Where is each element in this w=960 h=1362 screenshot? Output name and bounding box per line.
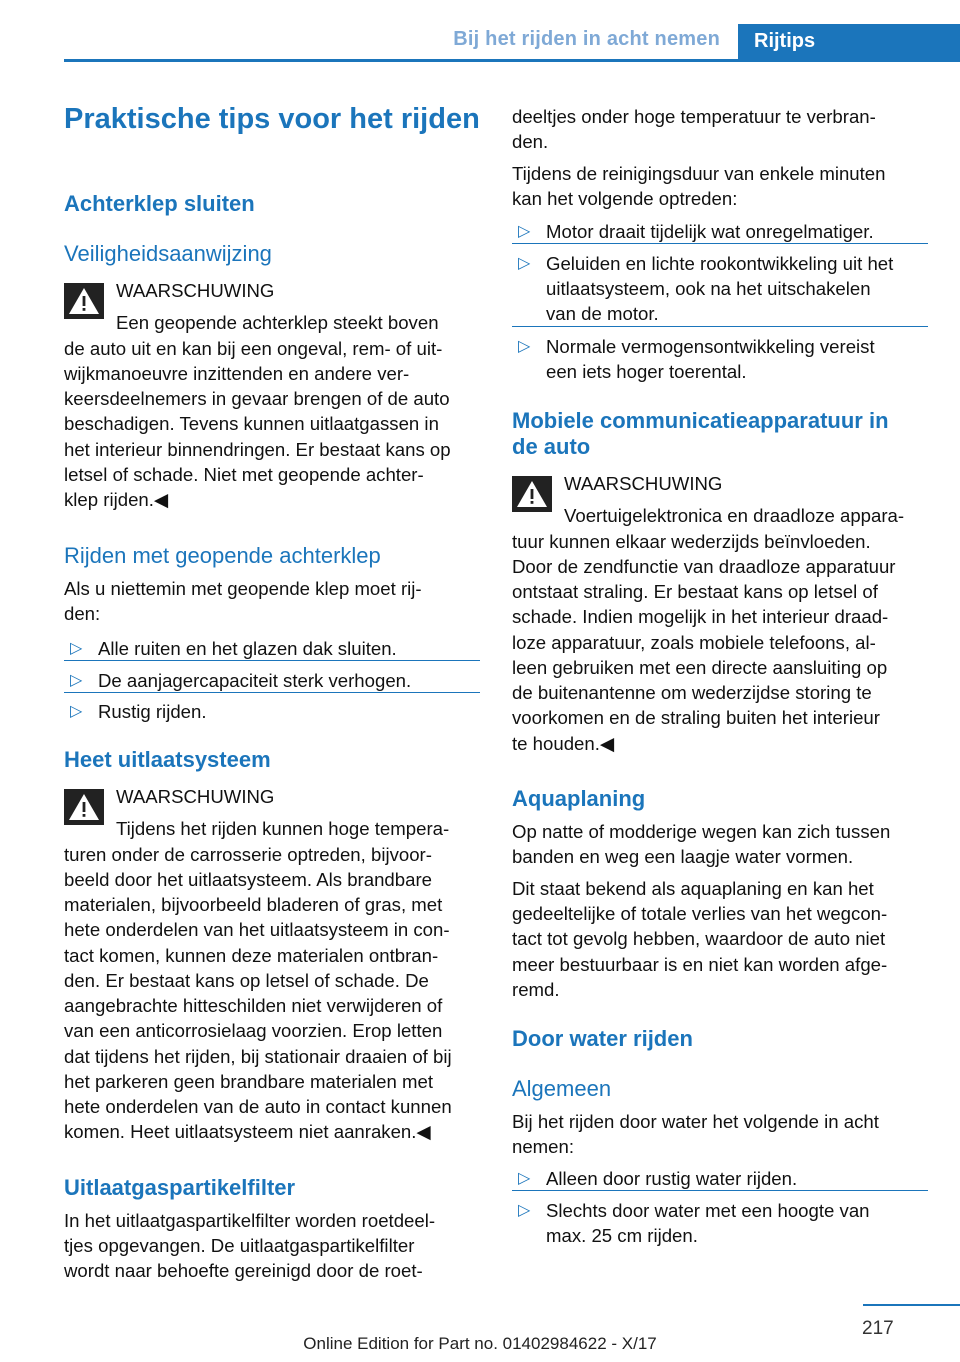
warning-text-line: te houden.◀ [512,733,615,754]
warning-text-line: schade. Indien mogelijk in het interieur draad- [512,606,889,627]
body-text-line: gedeeltelijke of totale verlies van het wegcon- [512,903,888,924]
header-chapter-tab [738,24,960,62]
list-item-text: Geluiden en lichte rookontwikkeling uit het [546,253,894,274]
page-number-rule [863,1304,960,1306]
warning-text-line: aangebrachte hitteschilden niet verwijderen of [64,995,443,1016]
warning-triangle-icon [64,789,104,825]
warning-text-line: dat tijdens het rijden, bij stationair draaien of bij [64,1046,452,1067]
body-text-line: In het uitlaatgaspartikelfilter worden roetdeel- [64,1210,436,1231]
body-text-line: kan het volgende optreden: [512,188,738,209]
body-text-line: meer bestuurbaar is en niet kan worden afge- [512,954,888,975]
triangle-right-icon: ▷ [518,223,531,240]
body-text-line: den. [512,131,549,152]
body-text-line: deeltjes onder hoge temperatuur te verbran- [512,106,876,127]
warning-text: Een geopende achterklep steekt boven [116,312,439,333]
list-separator [512,1190,928,1191]
list-item-text: max. 25 cm rijden. [546,1225,698,1246]
warning-triangle-icon [64,283,104,319]
body-text-line: banden en weg een laagje water vormen. [512,846,854,867]
heading-partikelfilter: Uitlaatgaspartikelfilter [64,1175,296,1200]
triangle-right-icon: ▷ [70,640,83,657]
list-item-text: van de motor. [546,303,659,324]
body-text-line: Dit staat bekend als aquaplaning en kan het [512,878,874,899]
body-text-line: tact tot gevolg hebben, waardoor de auto niet [512,928,886,949]
page-number: 217 [862,1318,894,1339]
warning-text-line: leen gebruiken met een directe aansluiting op [512,657,888,678]
list-item-text: Alleen door rustig water rijden. [546,1168,798,1189]
heading-rijden-geopend: Rijden met geopende achterklep [64,543,381,568]
header-section-title: Bij het rijden in acht nemen [453,28,720,50]
warning-text-line: Door de zendfunctie van draadloze apparatuur [512,556,896,577]
body-text-line: Op natte of modderige wegen kan zich tussen [512,821,891,842]
list-item-text: Slechts door water met een hoogte van [546,1200,870,1221]
body-text-line: Bij het rijden door water het volgende in acht [512,1111,879,1132]
list-separator [512,326,928,327]
heading-mobiel: de auto [512,434,591,459]
body-text-line: tjes opgevangen. De uitlaatgaspartikelfilter [64,1235,415,1256]
warning-text-line: hete onderdelen van de auto in contact kunnen [64,1096,452,1117]
warning-label: WAARSCHUWING [564,473,723,494]
heading-door-water: Door water rijden [512,1026,693,1051]
list-item-text: De aanjagercapaciteit sterk verhogen. [98,670,412,691]
edition-footer: Online Edition for Part no. 01402984622 - X/17 [303,1334,657,1353]
body-text-line: Als u niettemin met geopende klep moet rij- [64,578,422,599]
heading-aquaplaning: Aquaplaning [512,786,646,811]
body-text-line: wordt naar behoefte gereinigd door de roet- [64,1260,423,1281]
warning-text: Tijdens het rijden kunnen hoge tempera- [116,818,450,839]
warning-text-line: klep rijden.◀ [64,489,169,510]
list-separator [512,243,928,244]
list-item-text: een iets hoger toerental. [546,361,747,382]
heading-achterklep: Achterklep sluiten [64,191,255,216]
warning-text-line: voorkomen en de straling buiten het interieur [512,707,880,728]
list-item-text: Motor draait tijdelijk wat onregelmatiger. [546,221,874,242]
triangle-right-icon: ▷ [70,672,83,689]
warning-triangle-icon [512,476,552,512]
warning-text-line: de buitenantenne om wederzijdse storing te [512,682,872,703]
warning-text-line: het interieur binnendringen. Er bestaat kans op [64,439,451,460]
body-text-line: nemen: [512,1136,575,1157]
warning-text-line: loze apparatuur, zoals mobiele telefoons, al- [512,632,876,653]
heading-heet-uitlaat: Heet uitlaatsysteem [64,747,271,772]
list-item-text: Alle ruiten en het glazen dak sluiten. [98,638,397,659]
list-item-text: Rustig rijden. [98,701,207,722]
body-text-line: den: [64,603,101,624]
warning-text-line: beeld door het uitlaatsysteem. Als brandbare [64,869,432,890]
warning-text-line: het parkeren geen brandbare materialen met [64,1071,434,1092]
heading-mobiel: Mobiele communicatieapparatuur in [512,408,889,433]
triangle-right-icon: ▷ [518,1202,531,1219]
warning-text-line: beschadigen. Tevens kunnen uitlaatgassen in [64,413,439,434]
triangle-right-icon: ▷ [518,255,531,272]
body-text-line: remd. [512,979,560,1000]
triangle-right-icon: ▷ [518,338,531,355]
list-separator [64,692,480,693]
list-item-text: uitlaatsysteem, ook na het uitschakelen [546,278,871,299]
warning-text-line: letsel of schade. Niet met geopende achter- [64,464,424,485]
header-chapter-label: Rijtips [754,30,816,52]
triangle-right-icon: ▷ [518,1170,531,1187]
header-rule [64,59,960,62]
heading-algemeen: Algemeen [512,1076,612,1101]
warning-text-line: den. Er bestaat kans op letsel of schade. De [64,970,429,991]
list-item-text: Normale vermogensontwikkeling vereist [546,336,875,357]
warning-text-line: wijkmanoeuvre inzittenden en andere ver- [64,363,410,384]
warning-label: WAARSCHUWING [116,786,275,807]
page-title: Praktische tips voor het rijden [64,103,480,135]
warning-text-line: de auto uit en kan bij een ongeval, rem- of uit- [64,338,443,359]
warning-text-line: ontstaat straling. Er bestaat kans op letsel of [512,581,878,602]
triangle-right-icon: ▷ [70,703,83,720]
body-text-line: Tijdens de reinigingsduur van enkele minuten [512,163,886,184]
warning-text-line: tact komen, kunnen deze materialen ontbran- [64,945,439,966]
warning-text-line: tuur kunnen elkaar wederzijds beïnvloeden. [512,531,871,552]
warning-text-line: komen. Heet uitlaatsysteem niet aanraken.◀ [64,1121,431,1142]
warning-text-line: van een anticorrosielaag voorzien. Erop letten [64,1020,443,1041]
warning-label: WAARSCHUWING [116,280,275,301]
warning-text: Voertuigelektronica en draadloze appara- [564,505,905,526]
warning-text-line: hete onderdelen van het uitlaatsysteem in con- [64,919,450,940]
warning-text-line: keersdeelnemers in gevaar brengen of de auto [64,388,450,409]
warning-text-line: materialen, bijvoorbeeld bladeren of gras, met [64,894,443,915]
list-separator [64,660,480,661]
warning-text-line: turen onder de carrosserie optreden, bijvoor- [64,844,432,865]
heading-veiligheid: Veiligheidsaanwijzing [64,241,272,266]
